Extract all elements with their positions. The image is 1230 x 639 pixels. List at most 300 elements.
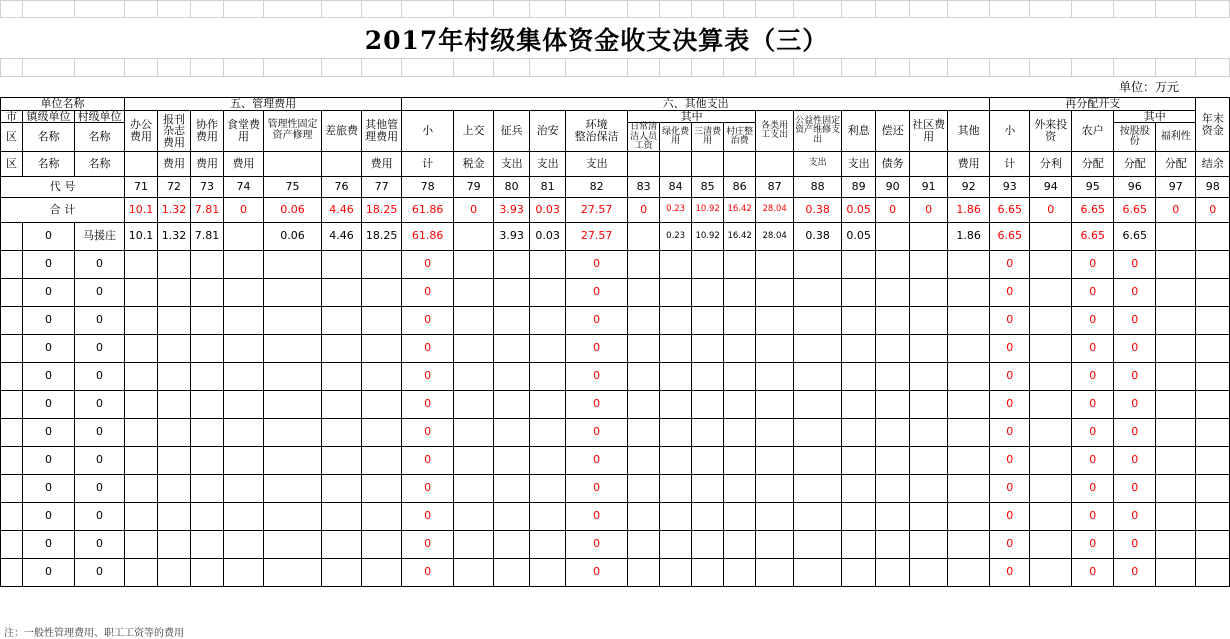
row-cell: 0 (1114, 446, 1156, 474)
row-cell (322, 446, 362, 474)
row-cell (530, 418, 566, 446)
row-cell (724, 530, 756, 558)
table-row[interactable] (1, 306, 1230, 334)
row-cell (264, 334, 322, 362)
row-cell (191, 474, 224, 502)
header-small2-sub: 计 (990, 152, 1030, 176)
header-city: 市 (1, 110, 23, 123)
row-cell (910, 502, 948, 530)
row-cell: 18.25 (362, 222, 402, 250)
row-city (1, 446, 23, 474)
table-row[interactable] (1, 446, 1230, 474)
header-public-fixed-sub: 支出 (794, 152, 842, 176)
row-cell (454, 362, 494, 390)
row-town-code: 0 (23, 390, 75, 418)
decision-table (0, 97, 1230, 587)
row-cell (322, 362, 362, 390)
row-cell (842, 334, 876, 362)
row-cell (756, 474, 794, 502)
row-cell (191, 278, 224, 306)
row-cell (628, 362, 660, 390)
total-cell: 16.42 (724, 197, 756, 222)
row-cell: 0 (990, 362, 1030, 390)
row-cell (322, 530, 362, 558)
row-cell (794, 558, 842, 586)
total-cell: 0 (454, 197, 494, 222)
header-sub-row-3 (1, 152, 1230, 176)
row-village-name: 0 (75, 306, 125, 334)
row-cell (692, 334, 724, 362)
row-cell (125, 446, 158, 474)
row-cell (794, 530, 842, 558)
row-cell (1030, 278, 1072, 306)
code-row (1, 176, 1230, 197)
row-cell (794, 334, 842, 362)
row-cell (454, 278, 494, 306)
header-sanqing-fee: 三清费用 (692, 123, 724, 152)
row-cell: 0 (402, 250, 454, 278)
row-cell: 6.65 (1072, 222, 1114, 250)
row-cell (724, 502, 756, 530)
table-row[interactable] (1, 334, 1230, 362)
row-cell (362, 530, 402, 558)
row-village-name: 0 (75, 278, 125, 306)
total-cell: 0 (910, 197, 948, 222)
total-cell: 0.23 (660, 197, 692, 222)
code-cell: 78 (402, 176, 454, 197)
row-cell (530, 390, 566, 418)
row-town-code: 0 (23, 222, 75, 250)
row-cell (628, 474, 660, 502)
row-city (1, 250, 23, 278)
row-cell (125, 250, 158, 278)
row-cell (158, 334, 191, 362)
row-village-name: 0 (75, 250, 125, 278)
row-cell (660, 278, 692, 306)
row-cell (322, 306, 362, 334)
total-cell: 10.92 (692, 197, 724, 222)
row-cell (1156, 222, 1196, 250)
row-cell (1156, 474, 1196, 502)
header-repay-sub: 债务 (876, 152, 910, 176)
row-cell: 0 (1072, 502, 1114, 530)
header-village-level: 村级单位 (75, 110, 125, 123)
row-cell (530, 446, 566, 474)
row-cell (692, 558, 724, 586)
row-cell (910, 222, 948, 250)
table-row[interactable] (1, 222, 1230, 250)
total-cell: 0 (1030, 197, 1072, 222)
row-cell (362, 306, 402, 334)
total-cell: 28.04 (756, 197, 794, 222)
row-cell (125, 334, 158, 362)
row-cell (876, 334, 910, 362)
row-cell: 0 (1114, 334, 1156, 362)
row-cell (724, 278, 756, 306)
row-cell: 0.23 (660, 222, 692, 250)
row-town-code: 0 (23, 558, 75, 586)
code-cell: 84 (660, 176, 692, 197)
row-cell (660, 502, 692, 530)
row-cell (756, 362, 794, 390)
row-cell (628, 278, 660, 306)
row-cell (224, 362, 264, 390)
row-cell (1030, 250, 1072, 278)
row-cell (454, 446, 494, 474)
row-cell (794, 278, 842, 306)
header-greening-fee: 绿化费用 (660, 123, 692, 152)
header-town-name-cell: 名称 (23, 152, 75, 176)
row-cell: 0 (990, 334, 1030, 362)
table-row[interactable] (1, 278, 1230, 306)
row-cell (910, 446, 948, 474)
row-cell (494, 306, 530, 334)
header-various-labor: 各类用工支出 (756, 110, 794, 152)
code-cell: 87 (756, 176, 794, 197)
code-cell: 98 (1196, 176, 1230, 197)
row-cell: 0 (566, 362, 628, 390)
row-cell (948, 250, 990, 278)
row-cell (724, 362, 756, 390)
row-cell (264, 390, 322, 418)
table-row[interactable] (1, 250, 1230, 278)
row-cell (454, 250, 494, 278)
row-cell (910, 250, 948, 278)
row-cell (494, 250, 530, 278)
row-cell: 0 (1072, 418, 1114, 446)
row-cell (158, 390, 191, 418)
header-public-fixed-asset: 公益性固定资产维修支出 (794, 110, 842, 152)
row-village-name: 0 (75, 334, 125, 362)
row-cell: 0 (990, 446, 1030, 474)
code-cell: 93 (990, 176, 1030, 197)
row-cell (794, 390, 842, 418)
row-cell (125, 474, 158, 502)
row-cell (1196, 334, 1230, 362)
code-cell: 73 (191, 176, 224, 197)
row-cell: 0 (402, 558, 454, 586)
row-cell (264, 278, 322, 306)
row-cell (322, 390, 362, 418)
row-cell: 0 (990, 278, 1030, 306)
row-cell: 0 (1114, 278, 1156, 306)
row-cell (724, 250, 756, 278)
page-title: 2017年村级集体资金收支决算表（三） (364, 26, 829, 55)
row-cell (454, 390, 494, 418)
row-cell (1030, 390, 1072, 418)
code-cell: 74 (224, 176, 264, 197)
row-cell (628, 334, 660, 362)
row-cell (1196, 502, 1230, 530)
row-cell: 1.86 (948, 222, 990, 250)
row-cell (454, 474, 494, 502)
row-cell (628, 446, 660, 474)
row-cell (948, 418, 990, 446)
header-village-name: 名称 (75, 123, 125, 152)
row-town-code: 0 (23, 502, 75, 530)
total-cell: 1.86 (948, 197, 990, 222)
row-cell (1196, 390, 1230, 418)
row-cell (264, 502, 322, 530)
total-cell: 6.65 (990, 197, 1030, 222)
row-cell (756, 502, 794, 530)
table-row[interactable] (1, 362, 1230, 390)
row-cell (794, 362, 842, 390)
row-cell (660, 362, 692, 390)
row-cell (876, 474, 910, 502)
row-cell (264, 306, 322, 334)
row-cell: 0 (990, 250, 1030, 278)
row-cell (876, 362, 910, 390)
row-cell (842, 390, 876, 418)
row-cell (264, 446, 322, 474)
row-cell: 16.42 (724, 222, 756, 250)
row-cell (756, 558, 794, 586)
row-cell (494, 334, 530, 362)
row-cell: 0 (1114, 502, 1156, 530)
header-other-manage-fee: 其他管理费用 (362, 110, 402, 152)
header-daily-clean-wage: 日常清洁人员工资 (628, 123, 660, 152)
header-sanqing-sub (692, 152, 724, 176)
row-cell (628, 306, 660, 334)
row-cell (158, 418, 191, 446)
row-cell (948, 278, 990, 306)
total-cell: 27.57 (566, 197, 628, 222)
table-row[interactable] (1, 474, 1230, 502)
row-cell: 0 (402, 334, 454, 362)
row-town-code: 0 (23, 530, 75, 558)
row-cell (1030, 306, 1072, 334)
row-cell (530, 474, 566, 502)
row-cell (362, 474, 402, 502)
header-travel-fee: 差旅费 (322, 110, 362, 152)
row-cell (1196, 306, 1230, 334)
row-cell: 0 (1072, 446, 1114, 474)
row-cell (948, 306, 990, 334)
header-zhong-group-2: 其中 (1114, 110, 1196, 123)
row-cell (454, 222, 494, 250)
row-cell (876, 502, 910, 530)
row-cell (910, 278, 948, 306)
header-foreign-sub: 分利 (1030, 152, 1072, 176)
code-cell: 90 (876, 176, 910, 197)
row-cell (362, 334, 402, 362)
code-cell: 95 (1072, 176, 1114, 197)
row-cell: 0 (990, 474, 1030, 502)
row-cell (660, 250, 692, 278)
row-cell: 0 (1114, 390, 1156, 418)
header-coop-fee: 协作费用 (191, 110, 224, 152)
row-cell (1156, 558, 1196, 586)
total-label: 合 计 (1, 197, 125, 222)
header-environment: 环境 整治保洁 (566, 110, 628, 152)
row-cell: 0 (1072, 474, 1114, 502)
row-village-name: 0 (75, 390, 125, 418)
row-cell (948, 390, 990, 418)
row-city (1, 530, 23, 558)
row-cell (1196, 222, 1230, 250)
row-cell: 0 (566, 474, 628, 502)
header-fee-2: 费用 (191, 152, 224, 176)
code-cell: 85 (692, 176, 724, 197)
row-city (1, 222, 23, 250)
header-other-fee-sub: 费用 (948, 152, 990, 176)
code-cell: 92 (948, 176, 990, 197)
row-cell: 0 (1072, 390, 1114, 418)
row-cell (1030, 446, 1072, 474)
header-group-row (1, 98, 1230, 111)
row-cell (948, 446, 990, 474)
row-cell (191, 502, 224, 530)
row-cell (530, 250, 566, 278)
footnote: 注：一般性管理费用、职工工资等的费用 (4, 628, 184, 639)
header-village-zz-sub (724, 152, 756, 176)
header-fee-3: 费用 (224, 152, 264, 176)
row-cell: 0 (402, 474, 454, 502)
row-cell (224, 530, 264, 558)
row-cell: 6.65 (1114, 222, 1156, 250)
row-village-name: 0 (75, 418, 125, 446)
total-cell: 61.86 (402, 197, 454, 222)
total-cell: 0.03 (530, 197, 566, 222)
table-row[interactable] (1, 390, 1230, 418)
row-cell: 0.06 (264, 222, 322, 250)
row-town-code: 0 (23, 418, 75, 446)
row-cell (1030, 222, 1072, 250)
table-row[interactable] (1, 530, 1230, 558)
row-cell (1196, 530, 1230, 558)
row-cell (660, 418, 692, 446)
row-cell (756, 530, 794, 558)
header-redistribute-small-total: 小 (990, 110, 1030, 152)
row-cell (1196, 418, 1230, 446)
row-cell (224, 390, 264, 418)
row-cell (224, 446, 264, 474)
row-cell: 0 (566, 390, 628, 418)
total-cell: 10.1 (125, 197, 158, 222)
row-cell (322, 250, 362, 278)
row-town-code: 0 (23, 334, 75, 362)
row-cell (158, 362, 191, 390)
row-cell (494, 502, 530, 530)
row-cell (692, 306, 724, 334)
row-cell (876, 390, 910, 418)
row-cell (692, 502, 724, 530)
row-cell (910, 558, 948, 586)
row-cell (794, 418, 842, 446)
row-cell (530, 306, 566, 334)
row-village-name: 0 (75, 474, 125, 502)
row-cell (628, 530, 660, 558)
row-cell (362, 362, 402, 390)
row-cell (794, 446, 842, 474)
row-cell (322, 558, 362, 586)
row-cell (224, 474, 264, 502)
row-cell (454, 418, 494, 446)
row-city (1, 390, 23, 418)
row-cell (158, 474, 191, 502)
row-cell (910, 362, 948, 390)
row-cell (876, 306, 910, 334)
row-cell (842, 558, 876, 586)
header-district: 区 (1, 123, 23, 152)
row-cell (1030, 558, 1072, 586)
row-cell (530, 530, 566, 558)
row-cell (494, 390, 530, 418)
header-foreign-investment: 外来投资 (1030, 110, 1072, 152)
code-cell: 71 (125, 176, 158, 197)
row-cell (191, 530, 224, 558)
header-fee-6: 费用 (362, 152, 402, 176)
unit-note: 单位：万元 (1118, 80, 1179, 94)
table-row[interactable] (1, 502, 1230, 530)
header-labor-sub (756, 152, 794, 176)
row-cell (1196, 474, 1230, 502)
total-cell: 0 (628, 197, 660, 222)
header-community-fee: 社区费用 (910, 110, 948, 152)
row-cell: 0 (990, 306, 1030, 334)
row-cell (876, 278, 910, 306)
row-cell (692, 362, 724, 390)
row-cell (692, 390, 724, 418)
row-cell (794, 502, 842, 530)
row-cell (454, 334, 494, 362)
header-group-other: 六、其他支出 (402, 98, 990, 111)
header-daily-clean-sub (628, 152, 660, 176)
header-green-sub (660, 152, 692, 176)
row-cell (660, 558, 692, 586)
header-share-sub: 分配 (1114, 152, 1156, 176)
row-cell (948, 362, 990, 390)
row-cell (362, 390, 402, 418)
row-cell (1156, 530, 1196, 558)
code-cell: 77 (362, 176, 402, 197)
row-cell: 0 (1114, 558, 1156, 586)
code-cell: 94 (1030, 176, 1072, 197)
row-cell (660, 530, 692, 558)
code-cell: 75 (264, 176, 322, 197)
row-cell (494, 362, 530, 390)
header-small-total-sub: 计 (402, 152, 454, 176)
row-cell (1196, 278, 1230, 306)
row-cell (454, 530, 494, 558)
row-cell (948, 334, 990, 362)
row-city (1, 474, 23, 502)
row-cell (660, 474, 692, 502)
row-cell (660, 306, 692, 334)
table-row[interactable] (1, 418, 1230, 446)
row-cell: 6.65 (990, 222, 1030, 250)
header-zhian: 治安 (530, 110, 566, 152)
row-cell: 0 (1114, 306, 1156, 334)
header-other-fee: 其他 (948, 110, 990, 152)
row-cell: 0 (1114, 362, 1156, 390)
row-cell: 0.03 (530, 222, 566, 250)
row-cell (264, 362, 322, 390)
row-cell (264, 250, 322, 278)
row-village-name: 0 (75, 558, 125, 586)
table-row[interactable] (1, 558, 1230, 586)
header-office-fee: 办公费用 (125, 110, 158, 152)
row-cell (842, 278, 876, 306)
header-welfare-sub: 分配 (1156, 152, 1196, 176)
row-cell: 0 (1114, 474, 1156, 502)
row-cell: 1.32 (158, 222, 191, 250)
row-cell (191, 362, 224, 390)
row-cell (494, 278, 530, 306)
row-cell (1156, 502, 1196, 530)
row-cell (125, 418, 158, 446)
